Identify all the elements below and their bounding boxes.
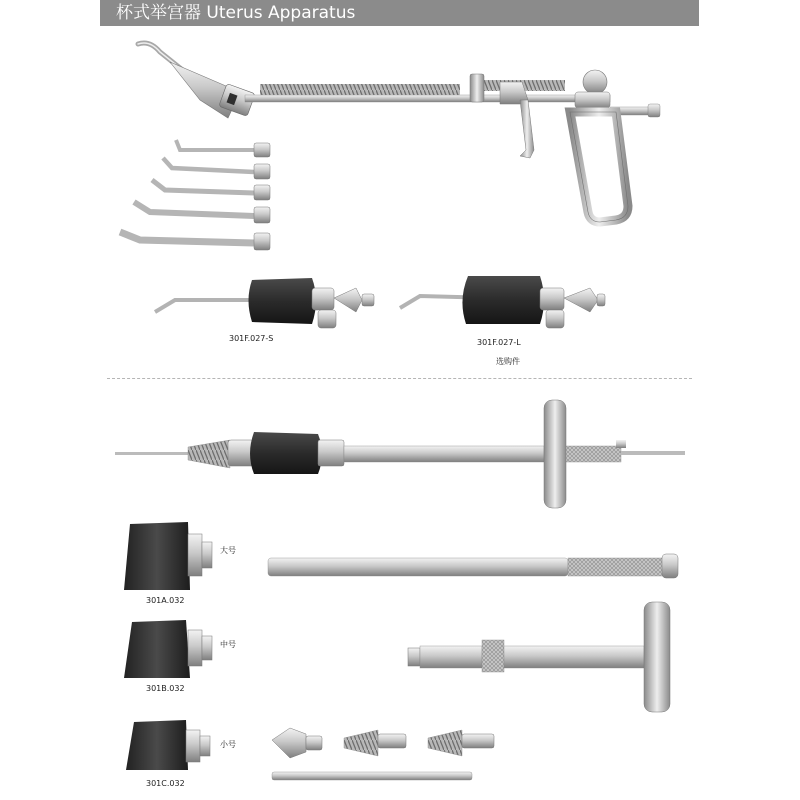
cup-small xyxy=(126,720,210,770)
cup-small-code: 301C.032 xyxy=(146,779,185,788)
main-manipulator xyxy=(138,43,660,222)
cup-medium-size: 中号 xyxy=(220,640,236,649)
cup-small-size: 小号 xyxy=(220,740,236,749)
cup-assembly-small xyxy=(155,278,374,328)
long-rod xyxy=(268,554,678,578)
cup-medium xyxy=(124,620,212,678)
optional-note: 选购件 xyxy=(496,357,520,366)
curved-tips-set xyxy=(120,140,270,250)
section-divider xyxy=(107,378,692,379)
cup-large xyxy=(124,522,212,590)
screw-manipulator xyxy=(115,400,685,508)
cup-large-code: 301A.032 xyxy=(146,596,185,605)
cup-assembly-large xyxy=(400,276,605,328)
cup-assembly-small-code: 301F.027-S xyxy=(229,334,274,343)
cup-large-size: 大号 xyxy=(220,546,236,555)
short-rod xyxy=(272,772,472,780)
t-handle xyxy=(408,602,670,712)
cup-assembly-large-code: 301F.027-L xyxy=(477,338,521,347)
page-title: 杯式举宫器 Uterus Apparatus xyxy=(116,3,356,23)
small-parts xyxy=(272,728,494,758)
cup-medium-code: 301B.032 xyxy=(146,684,185,693)
